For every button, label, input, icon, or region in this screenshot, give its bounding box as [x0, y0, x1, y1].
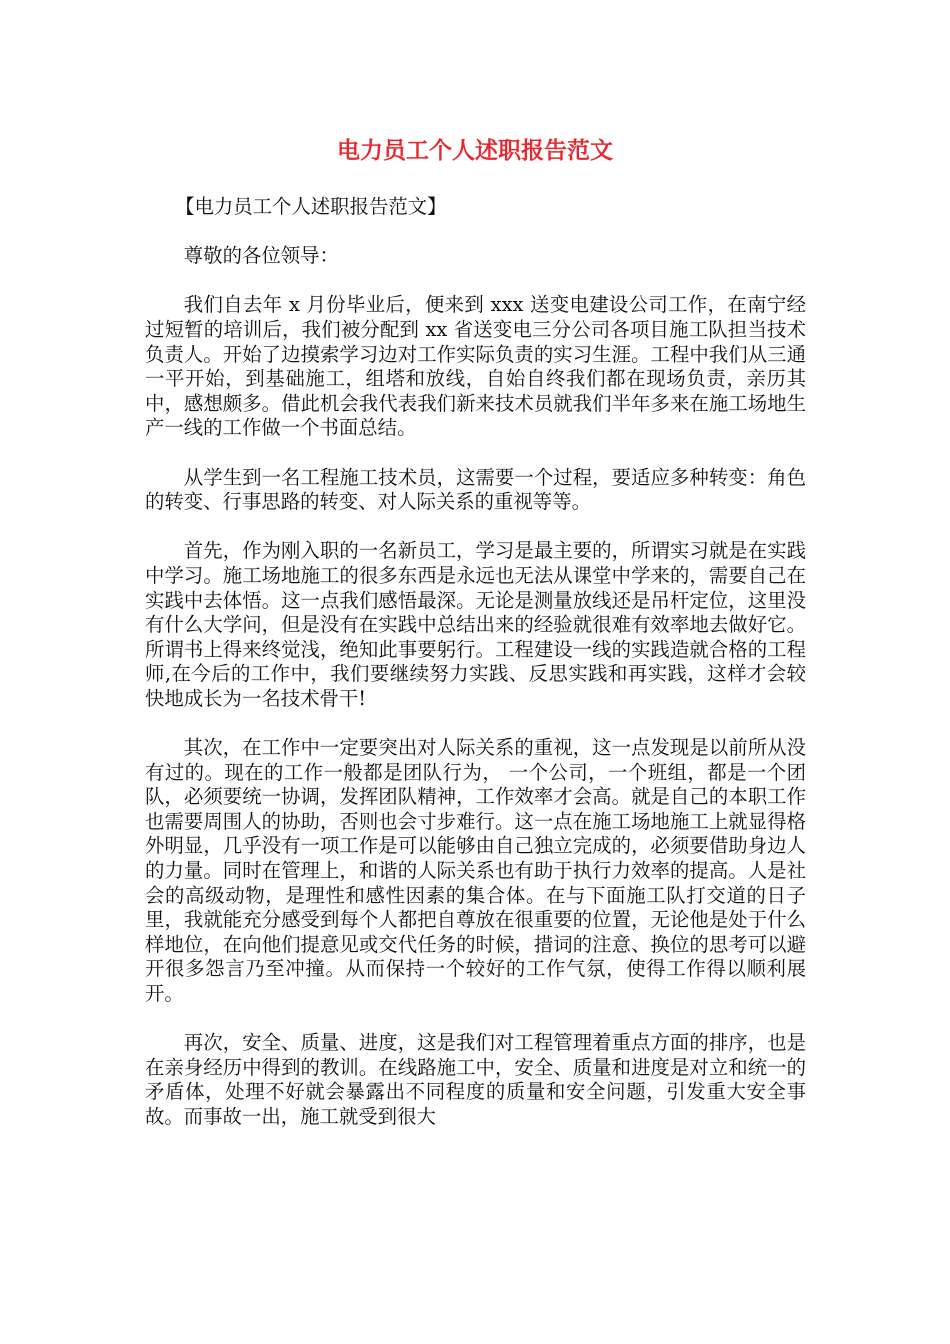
salutation: 尊敬的各位领导： — [183, 244, 339, 268]
paragraph-2: 从学生到一名工程施工技术员，这需要一个过程，要适应多种转变：角色的转变、行事思路的转变、对人际关系的重视等等。 — [145, 465, 806, 514]
paragraph-5: 再次，安全、质量、进度，这是我们对工程管理着重点方面的排序，也是在亲身经历中得到的教训。在线路施工中，安全、质量和进度是对立和统一的矛盾体，处理不好就会暴露出不同程度的质量和安全问题，引发重大安全事故。而事故一出，施工就受到很大 — [145, 1031, 806, 1128]
paragraph-1: 我们自去年 x 月份毕业后，便来到 xxx 送变电建设公司工作，在南宁经过短暂的培训后，我们被分配到 xx 省送变电三分公司各项目施工队担当技术负责人。开始了边摸索学习边对工作实际负责的实习生涯。工程中我们从三通一平开始，到基础施工，组塔和放线，自始自终我们都在现场负责，亲历其中，感想颇多。借此机会我代表我们新来技术员就我们半年多来在施工场地生产一线的工作做一个书面总结。 — [145, 293, 806, 440]
paragraph-3: 首先，作为刚入职的一名新员工，学习是最主要的，所谓实习就是在实践中学习。施工场地施工的很多东西是永远也无法从课堂中学来的，需要自己在实践中去体悟。这一点我们感悟最深。无论是测量放线还是吊杆定位，这里没有什么大学问，但是没有在实践中总结出来的经验就很难有效率地去做好它。所谓书上得来终觉浅，绝知此事要躬行。工程建设一线的实践造就合格的工程师,在今后的工作中，我们要继续努力实践、反思实践和再实践，这样才会较快地成长为一名技术骨干! — [145, 539, 806, 710]
paragraph-4: 其次，在工作中一定要突出对人际关系的重视，这一点发现是以前所从没有过的。现在的工作一般都是团队行为， 一个公司，一个班组，都是一个团队，必须要统一协调，发挥团队精神，工作效率才会高。就是自己的本职工作也需要周围人的协助，否则也会寸步难行。这一点在施工场地施工上就显得格外明显，几乎没有一项工作是可以能够由自己独立完成的，必须要借助身边人的力量。同时在管理上，和谐的人际关系也有助于执行力效率的提高。人是社会的高级动物，是理性和感性因素的集合体。在与下面施工队打交道的日子里，我就能充分感受到每个人都把自尊放在很重要的位置，无论他是处于什么样地位，在向他们提意见或交代任务的时候，措词的注意、换位的思考可以避开很多怨言乃至冲撞。从而保持一个较好的工作气氛，使得工作得以顺利展开。 — [145, 736, 806, 1005]
document-body — [145, 195, 806, 1130]
heading-bracket: 【电力员工个人述职报告范文】 — [175, 195, 447, 218]
document-title: 电力员工个人述职报告范文 — [337, 138, 613, 164]
